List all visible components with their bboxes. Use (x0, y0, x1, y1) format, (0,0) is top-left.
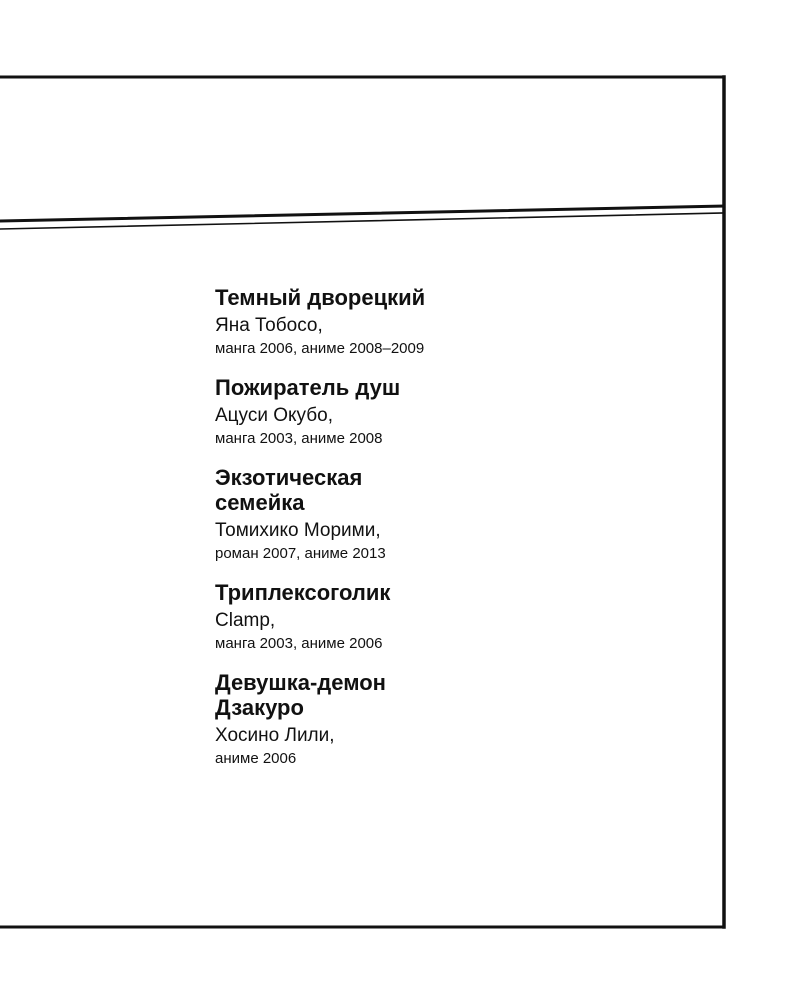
entry-title: Девушка-демон Дзакуро (215, 670, 386, 720)
entry-dates: манга 2003, аниме 2006 (215, 635, 383, 652)
entry-dates: аниме 2006 (215, 750, 297, 767)
entry-author: Хосино Лили, (215, 725, 335, 746)
entry-author: Clamp, (215, 610, 276, 631)
entry-title: Темный дворецкий (215, 285, 426, 310)
anime-list (215, 285, 695, 785)
entry-author: Яна Тобосо, (215, 315, 323, 336)
list-item (215, 375, 695, 451)
entry-dates: манга 2003, аниме 2008 (215, 430, 383, 447)
list-item (215, 580, 695, 656)
entry-author: Томихико Морими, (215, 520, 381, 541)
list-item (215, 285, 695, 361)
entry-dates: роман 2007, аниме 2013 (215, 545, 386, 562)
entry-author: Ацуси Окубо, (215, 405, 333, 426)
entry-dates: манга 2006, аниме 2008–2009 (215, 340, 425, 357)
panel-divider-upper (0, 206, 724, 221)
entry-title: Экзотическая семейка (215, 465, 363, 515)
list-item (215, 465, 695, 566)
entry-title: Пожиратель душ (215, 375, 401, 400)
list-item (215, 670, 695, 771)
entry-title: Триплексоголик (215, 580, 391, 605)
panel-divider-lower (0, 213, 724, 229)
